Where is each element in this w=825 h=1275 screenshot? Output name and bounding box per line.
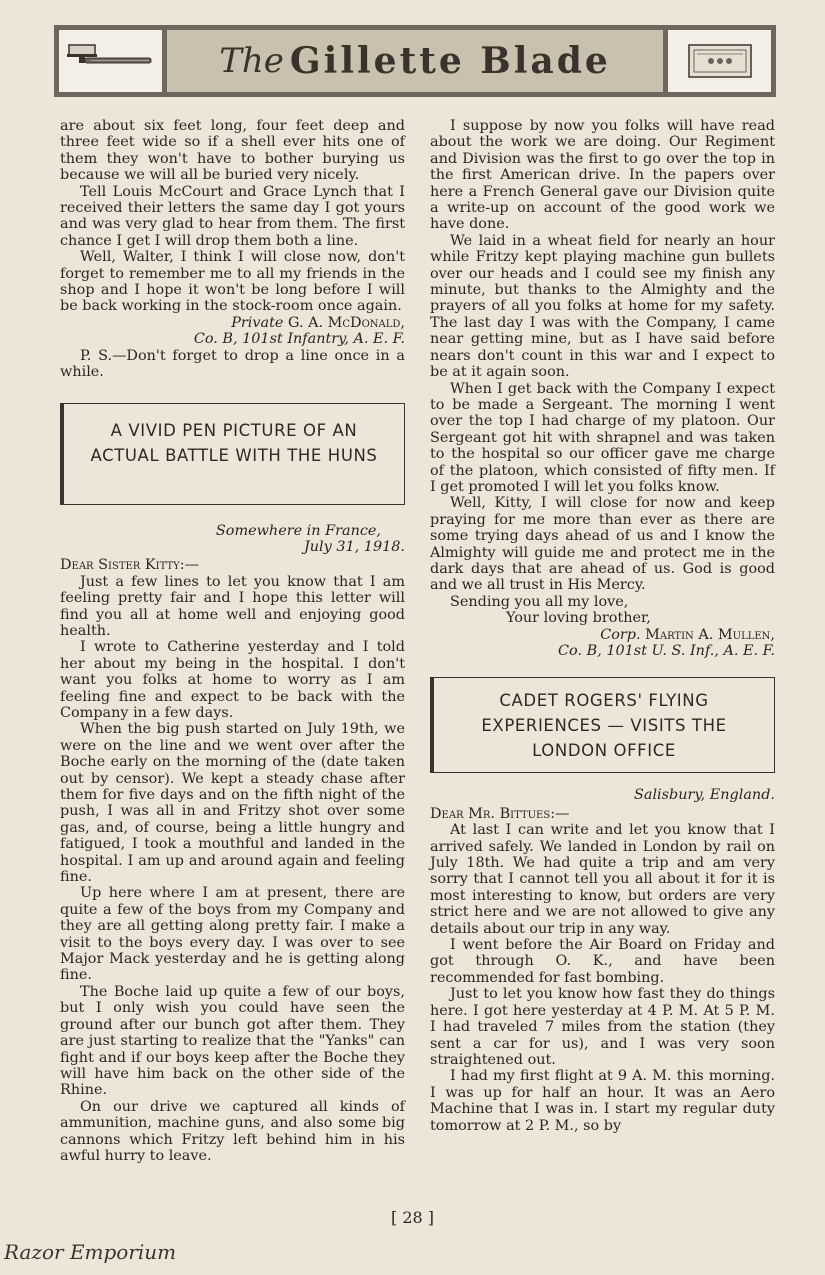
right-column bbox=[430, 118, 775, 1134]
dateline-place: Salisbury, England. bbox=[634, 787, 775, 804]
paragraph: Well, Kitty, I will close for now and keep praying for me more than ever as there are some trying days ahead of us and I know the Almighty will guide me and protect me in the dark days that are ahead of us. God is good and we all trust in His Mercy. bbox=[430, 495, 775, 594]
signature-name: G. A. McDonald, bbox=[288, 314, 405, 331]
postscript: P. S.—Don't forget to drop a line once in a while. bbox=[60, 347, 405, 381]
signature-rank: Corp. bbox=[600, 626, 641, 643]
paragraph: Well, Walter, I think I will close now, don't forget to remember me to all my friends in the shop and I hope it won't be long before I will be back working in the stock-room once again. bbox=[60, 249, 405, 315]
paragraph: Up here where I am at present, there are quite a few of the boys from my Company and they are all getting along pretty fair. I make a visit to the boys every day. I was over to see Major Mack yesterday and he is getting along fine. bbox=[60, 885, 405, 984]
salutation: Dear Mr. Bittues:— bbox=[430, 805, 570, 822]
paragraph: are about six feet long, four feet deep and three feet wide so if a shell ever hits one of them they won't have to bother burying us because we will all be buried very nicely. bbox=[60, 118, 405, 184]
signature-mullen bbox=[430, 627, 775, 643]
paragraph: Just a few lines to let you know that I am feeling pretty fair and I hope this letter will find you all at home well and enjoying good health. bbox=[60, 573, 405, 639]
paragraph: I went before the Air Board on Friday and got through O. K., and have been recommended for fast bombing. bbox=[430, 937, 775, 986]
article-headline: CADET ROGERS' FLYING EXPERIENCES — VISITS THE LONDON OFFICE bbox=[481, 691, 727, 761]
dateline-place: Somewhere in France, bbox=[215, 522, 381, 539]
paragraph: At last I can write and let you know that I arrived safely. We landed in London by rail on July 18th. We had quite a trip and am very sorry that I cannot tell you all about it for it is most interesting to know, but orders are very strict here and we are not allowed to give any details about our trip in any way. bbox=[430, 822, 775, 937]
paragraph: When I get back with the Company I expect to be made a Sergeant. The morning I went over the top I had charge of my platoon. Our Sergeant got hit with shrapnel and was taken to the hospital so our officer gave me charge of the platoon, which consisted of fifty men. If I get promoted I will let you folks know. bbox=[430, 380, 775, 495]
paragraph: On our drive we captured all kinds of ammunition, machine guns, and also some big cannons which Fritzy left behind him in his awful hurry to leave. bbox=[60, 1098, 405, 1164]
paragraph: I suppose by now you folks will have read about the work we are doing. Our Regiment and Division was the first to go over the top in the first American drive. In the papers over here a French General gave our Division quite a write-up on account of the good work we have done. bbox=[430, 118, 775, 233]
paragraph: Just to let you know how fast they do things here. I got here yesterday at 4 P. M. At 5 P. M. I had traveled 7 miles from the station (they sent a car for us), and I was very soon straightened out. bbox=[430, 986, 775, 1068]
signature-mcdonald bbox=[60, 315, 405, 331]
masthead-title bbox=[167, 30, 663, 92]
article-headline: A VIVID PEN PICTURE OF AN ACTUAL BATTLE WITH THE HUNS bbox=[90, 420, 378, 465]
salutation: Dear Sister Kitty:— bbox=[60, 557, 199, 574]
paragraph: When the big push started on July 19th, we were on the line and we went over after the Boche early on the morning of the (date taken out by censor). We kept a steady chase after them for five days and on the fifth night of the push, I was all in and Fritzy shot over some gas, and, of course, being a little hungry and fatigued, I took a mouthful and landed in the hospital. I am up and around again and feeling fine. bbox=[60, 721, 405, 886]
paragraph: We laid in a wheat field for nearly an hour while Fritzy kept playing machine gun bullets over our heads and I could see my finish any minute, but thanks to the Almighty and the prayers of all you folks at home for my safety. The last day I was with the Company, I came near getting mine, but as I have said before nears don't count in this war and I expect to be at it again soon. bbox=[430, 232, 775, 381]
dateline-date: July 31, 1918. bbox=[303, 538, 405, 555]
signature-rank: Private bbox=[231, 314, 284, 331]
razor-icon bbox=[59, 30, 162, 92]
masthead bbox=[54, 25, 776, 97]
paragraph: Sending you all my love, bbox=[450, 593, 629, 610]
page-number: [ 28 ] bbox=[390, 1208, 434, 1227]
closing: Your loving brother, bbox=[506, 610, 651, 627]
signature-unit: Co. B, 101st Infantry, A. E. F. bbox=[193, 331, 405, 348]
masthead-the: The bbox=[219, 41, 284, 81]
paragraph: I wrote to Catherine yesterday and I told her about my being in the hospital. I don't want you folks at home to worry as I am feeling fine and expect to be back with the Company in a few days. bbox=[60, 639, 405, 721]
masthead-title-text: Gillette Blade bbox=[289, 40, 611, 82]
article-headline-box bbox=[430, 677, 775, 773]
left-column bbox=[60, 118, 405, 1164]
signature-name: Martin A. Mullen, bbox=[645, 626, 775, 643]
paragraph: The Boche laid up quite a few of our boys, but I only wish you could have seen the ground after our bunch got after them. They are just starting to realize that the "Yanks" can fight and if our boys keep after the Boche they will have him back on the other side of the Rhine. bbox=[60, 983, 405, 1099]
paragraph: Tell Louis McCourt and Grace Lynch that I received their letters the same day I got yours and was very glad to hear from them. The first chance I get I will drop them both a line. bbox=[60, 183, 405, 249]
paragraph: I had my first flight at 9 A. M. this morning. I was up for half an hour. It was an Aero Machine that I was in. I start my regular duty tomorrow at 2 P. M., so by bbox=[430, 1068, 775, 1134]
article-headline-box bbox=[60, 403, 405, 505]
blade-pack-icon bbox=[668, 30, 771, 92]
watermark: Razor Emporium bbox=[4, 1240, 177, 1264]
signature-unit: Co. B, 101st U. S. Inf., A. E. F. bbox=[558, 643, 775, 659]
